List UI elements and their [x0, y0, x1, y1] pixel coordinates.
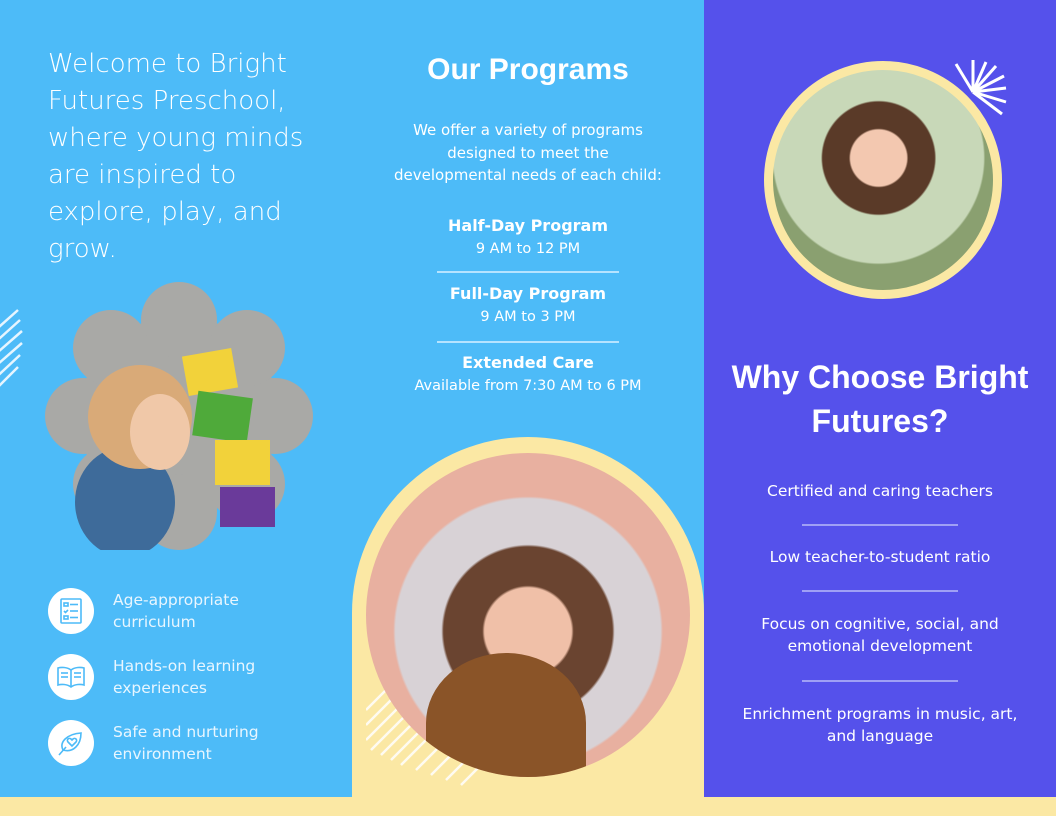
programs-title: Our Programs: [427, 53, 629, 86]
leaf-heart-icon: [48, 720, 94, 766]
divider: [437, 341, 619, 343]
program-time: Available from 7:30 AM to 6 PM: [414, 378, 642, 394]
stripes-decoration: [0, 305, 30, 395]
feature-label: Age-appropriate curriculum: [113, 591, 239, 631]
program-item: [352, 216, 704, 257]
open-book-icon: [48, 654, 94, 700]
feature-label: Safe and nurturing environment: [113, 723, 259, 763]
why-title: Why Choose Bright Futures?: [731, 359, 1029, 439]
program-time: 9 AM to 12 PM: [475, 241, 581, 257]
checklist-icon: [48, 588, 94, 634]
feature-item: [48, 710, 313, 776]
right-panel: [704, 0, 1056, 797]
divider: [437, 271, 619, 273]
program-time: 9 AM to 3 PM: [480, 309, 576, 325]
program-item: [352, 284, 704, 325]
girl-classroom-photo: [366, 453, 690, 777]
smiling-girl-photo: [764, 61, 1002, 299]
footer-band: [0, 797, 1056, 816]
reason-item: Enrichment programs in music, art, and language: [742, 705, 1018, 745]
reason-item: Low teacher-to-student ratio: [769, 548, 991, 566]
divider: [802, 680, 958, 682]
divider: [802, 524, 958, 526]
reason-item: Focus on cognitive, social, and emotional development: [761, 615, 999, 655]
program-item: [352, 353, 704, 394]
left-panel: [0, 0, 352, 797]
program-name: Half-Day Program: [448, 216, 608, 235]
programs-intro: We offer a variety of programs designed to meet the developmental needs of each child:: [394, 121, 662, 184]
feature-item: [48, 644, 313, 710]
welcome-text: Welcome to Bright Futures Preschool, where young minds are inspired to explore, play, and grow.: [48, 49, 304, 264]
feature-label: Hands-on learning experiences: [113, 657, 256, 697]
reason-item: Certified and caring teachers: [767, 482, 993, 500]
feature-item: [48, 578, 313, 644]
program-name: Full-Day Program: [449, 284, 607, 303]
divider: [802, 590, 958, 592]
feature-list: [48, 578, 313, 776]
program-name: Extended Care: [462, 353, 594, 372]
toddler-blocks-photo: [45, 282, 313, 550]
